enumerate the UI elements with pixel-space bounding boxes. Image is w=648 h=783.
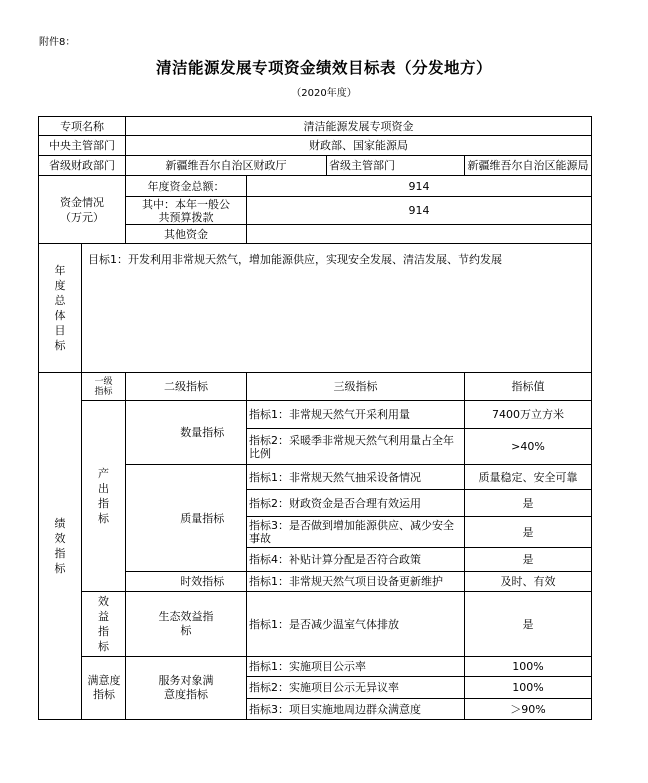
indicators-section-label: 绩效指标 xyxy=(39,373,82,720)
col-level3-header: 三级指标 xyxy=(247,373,465,401)
output-indicator-label: 产出指标 xyxy=(82,401,126,592)
indicator-name: 指标1：非常规天然气项目设备更新维护 xyxy=(247,572,465,592)
central-dept-label: 中央主管部门 xyxy=(39,136,126,156)
indicator-value: >40% xyxy=(465,429,592,465)
col-level1-header: 一级指标 xyxy=(82,373,126,401)
indicator-value: 质量稳定、安全可靠 xyxy=(465,465,592,490)
funds-other-label: 其他资金 xyxy=(126,225,247,244)
performance-target-table xyxy=(38,116,592,720)
indicator-name: 指标2：实施项目公示无异议率 xyxy=(247,677,465,699)
funds-other-value xyxy=(247,225,592,244)
indicator-name: 指标4：补贴计算分配是否符合政策 xyxy=(247,548,465,572)
eco-benefit-indicator-label: 生态效益指标 xyxy=(126,592,247,657)
indicator-name: 指标3：项目实施地周边群众满意度 xyxy=(247,699,465,720)
indicator-name: 指标2：采暖季非常规天然气利用量占全年比例 xyxy=(247,429,465,465)
prov-main-value: 新疆维吾尔自治区能源局 xyxy=(465,156,592,176)
indicator-name: 指标2：财政资金是否合理有效运用 xyxy=(247,490,465,517)
attachment-label: 附件8： xyxy=(39,37,76,48)
indicator-name: 指标1：是否减少温室气体排放 xyxy=(247,592,465,657)
indicator-value: 及时、有效 xyxy=(465,572,592,592)
prov-finance-value: 新疆维吾尔自治区财政厅 xyxy=(126,156,327,176)
indicator-name: 指标3：是否做到增加能源供应、减少安全事故 xyxy=(247,517,465,548)
quantity-indicator-label: 数量指标 xyxy=(159,401,247,465)
goal-label: 年度总体目标 xyxy=(39,244,82,373)
funds-budget-value: 914 xyxy=(247,197,592,225)
indicator-value: 是 xyxy=(465,517,592,548)
indicator-value: 是 xyxy=(465,490,592,517)
indicator-value: 是 xyxy=(465,548,592,572)
indicator-value: 7400万立方米 xyxy=(465,401,592,429)
indicator-name: 指标1：实施项目公示率 xyxy=(247,657,465,677)
timeliness-indicator-label: 时效指标 xyxy=(159,572,247,592)
quality-indicator-label: 质量指标 xyxy=(159,465,247,572)
indicator-value: 100% xyxy=(465,677,592,699)
funds-total-label: 年度资金总额： xyxy=(126,176,247,197)
project-name-label: 专项名称 xyxy=(39,117,126,136)
indicator-value: 是 xyxy=(465,592,592,657)
indicator-name: 指标1：非常规天然气抽采设备情况 xyxy=(247,465,465,490)
satisfaction-indicator-label: 满意度指标 xyxy=(82,657,126,720)
indicator-value: ＞90% xyxy=(465,699,592,720)
indicator-value: 100% xyxy=(465,657,592,677)
col-value-header: 指标值 xyxy=(465,373,592,401)
page-title: 清洁能源发展专项资金绩效目标表（分发地方） xyxy=(155,59,492,77)
central-dept-value: 财政部、国家能源局 xyxy=(126,136,592,156)
year-label: （2020年度） xyxy=(291,88,357,99)
funds-total-value: 914 xyxy=(247,176,592,197)
benefit-indicator-label: 效益指标 xyxy=(82,592,126,657)
funds-label: 资金情况（万元） xyxy=(39,176,126,244)
col-level2-header: 二级指标 xyxy=(126,373,247,401)
prov-main-label: 省级主管部门 xyxy=(327,156,465,176)
funds-budget-label: 其中：本年一般公共预算拨款 xyxy=(126,197,247,225)
service-satisfaction-indicator-label: 服务对象满意度指标 xyxy=(126,657,247,720)
prov-finance-label: 省级财政部门 xyxy=(39,156,126,176)
project-name-value: 清洁能源发展专项资金 xyxy=(126,117,592,136)
indicator-name: 指标1：非常规天然气开采利用量 xyxy=(247,401,465,429)
goal-text: 目标1：开发利用非常规天然气，增加能源供应，实现安全发展、清洁发展、节约发展 xyxy=(82,244,592,373)
